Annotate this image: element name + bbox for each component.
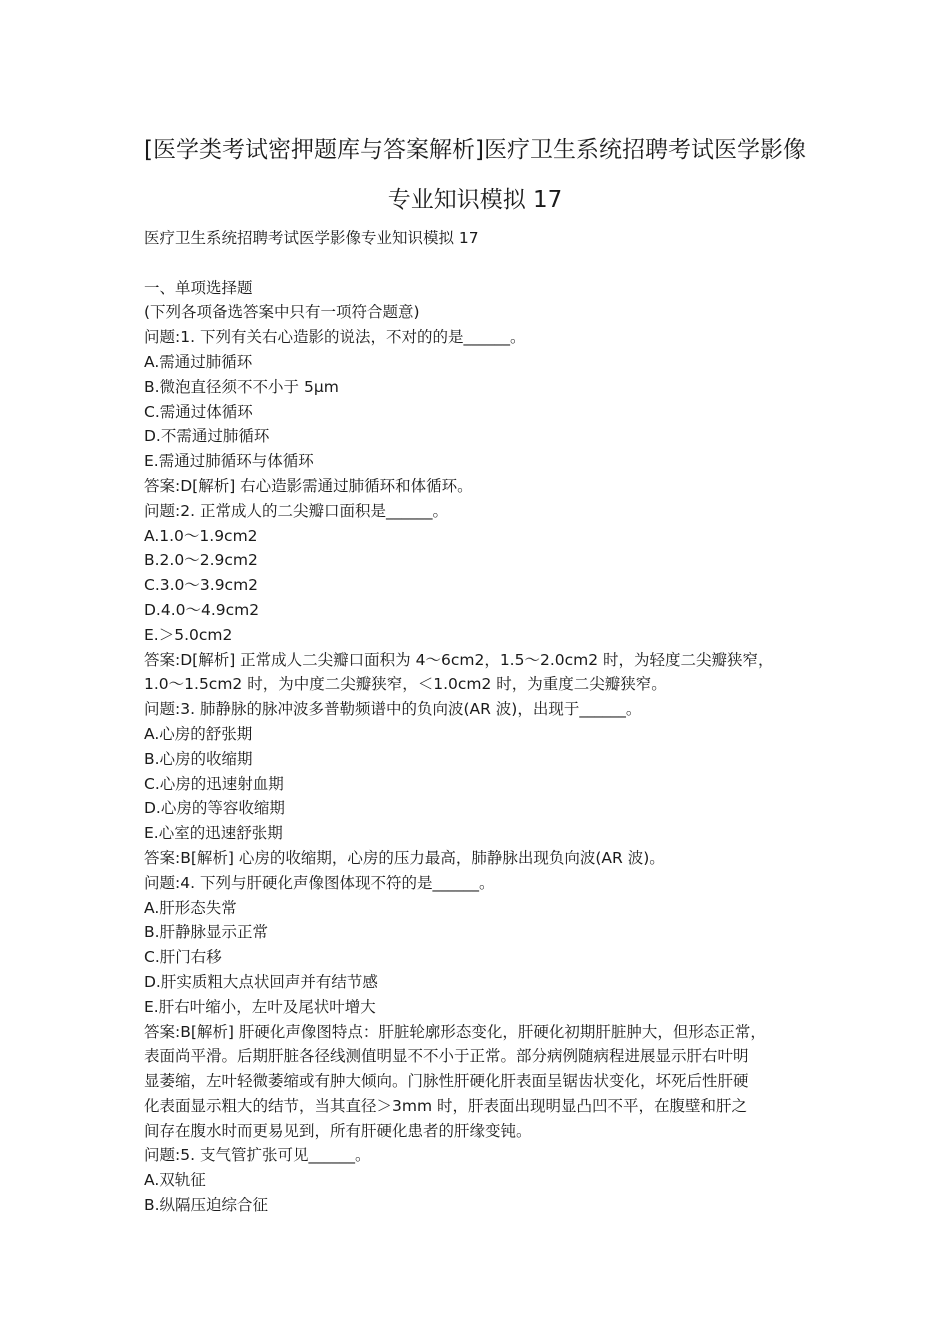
option-a: A.双轨征	[144, 1171, 206, 1190]
option-b: B.2.0～2.9cm2	[144, 551, 258, 570]
blank-line	[144, 251, 824, 276]
question-block-5	[144, 1143, 824, 1217]
option-d: D.肝实质粗大点状回声并有结节感	[144, 972, 378, 991]
question-block-4	[144, 871, 824, 1144]
document-subtitle: 医疗卫生系统招聘考试医学影像专业知识模拟 17	[144, 229, 479, 247]
question-text: 问题:1. 下列有关右心造影的说法，不对的的是______。	[144, 328, 526, 347]
document-body	[144, 226, 824, 1218]
option-c: C.需通过体循环	[144, 402, 253, 421]
question-block-3	[144, 697, 824, 871]
answer-text: 答案:D[解析] 右心造影需通过肺循环和体循环。	[144, 476, 473, 495]
question-block-1	[144, 325, 824, 499]
document-title-line-2: 专业知识模拟 17	[387, 187, 563, 213]
option-c: C.3.0～3.9cm2	[144, 576, 259, 595]
option-a: A.心房的舒张期	[144, 724, 253, 743]
question-block-2	[144, 499, 824, 697]
option-d: D.心房的等容收缩期	[144, 799, 285, 818]
option-d: D.4.0～4.9cm2	[144, 600, 260, 619]
option-a: A.肝形态失常	[144, 898, 237, 917]
question-text: 问题:5. 支气管扩张可见______。	[144, 1146, 371, 1165]
answer-text: 答案:B[解析] 心房的收缩期，心房的压力最高，肺静脉出现负向波(AR 波)。	[144, 848, 665, 867]
answer-text: 答案:B[解析] 肝硬化声像图特点：肝脏轮廓形态变化，肝硬化初期肝脏肿大，但形态正常，	[144, 1022, 766, 1041]
answer-text-continued: 表面尚平滑。后期肝脏各径线测值明显不不小于正常。部分病例随病程进展显示肝右叶明	[144, 1047, 749, 1066]
section-note: (下列各项备选答案中只有一项符合题意)	[144, 303, 420, 322]
option-c: C.肝门右移	[144, 948, 222, 967]
question-text: 问题:3. 肺静脉的脉冲波多普勒频谱中的负向波(AR 波)，出现于______。	[144, 700, 642, 719]
answer-text-continued: 化表面显示粗大的结节，当其直径＞3mm 时，肝表面出现明显凸凹不平，在腹壁和肝之	[144, 1096, 747, 1115]
option-e: E.需通过肺循环与体循环	[144, 452, 314, 471]
option-a: A.1.0～1.9cm2	[144, 526, 258, 545]
answer-text-continued: 显萎缩，左叶轻微萎缩或有肿大倾向。门脉性肝硬化肝表面呈锯齿状变化，坏死后性肝硬	[144, 1072, 749, 1091]
option-e: E.＞5.0cm2	[144, 625, 233, 644]
answer-text-continued: 1.0～1.5cm2 时，为中度二尖瓣狭窄，＜1.0cm2 时，为重度二尖瓣狭窄。	[144, 675, 667, 694]
question-text: 问题:4. 下列与肝硬化声像图体现不符的是______。	[144, 873, 495, 892]
question-text: 问题:2. 正常成人的二尖瓣口面积是______。	[144, 501, 448, 520]
option-d: D.不需通过肺循环	[144, 427, 270, 446]
option-b: B.肝静脉显示正常	[144, 923, 269, 942]
option-b: B.纵隔压迫综合征	[144, 1196, 269, 1215]
option-b: B.微泡直径须不不小于 5μm	[144, 377, 339, 396]
option-a: A.需通过肺循环	[144, 352, 253, 371]
document-title-line-1: [医学类考试密押题库与答案解析]医疗卫生系统招聘考试医学影像	[144, 137, 806, 163]
option-c: C.心房的迅速射血期	[144, 774, 284, 793]
answer-text-continued: 间存在腹水时而更易见到，所有肝硬化患者的肝缘变钝。	[144, 1121, 532, 1140]
option-b: B.心房的收缩期	[144, 749, 253, 768]
answer-text: 答案:D[解析] 正常成人二尖瓣口面积为 4～6cm2，1.5～2.0cm2 时，为轻度二尖瓣狭窄，	[144, 650, 774, 669]
option-e: E.肝右叶缩小，左叶及尾状叶增大	[144, 997, 376, 1016]
section-heading: 一、单项选择题	[144, 278, 253, 297]
option-e: E.心室的迅速舒张期	[144, 824, 283, 843]
